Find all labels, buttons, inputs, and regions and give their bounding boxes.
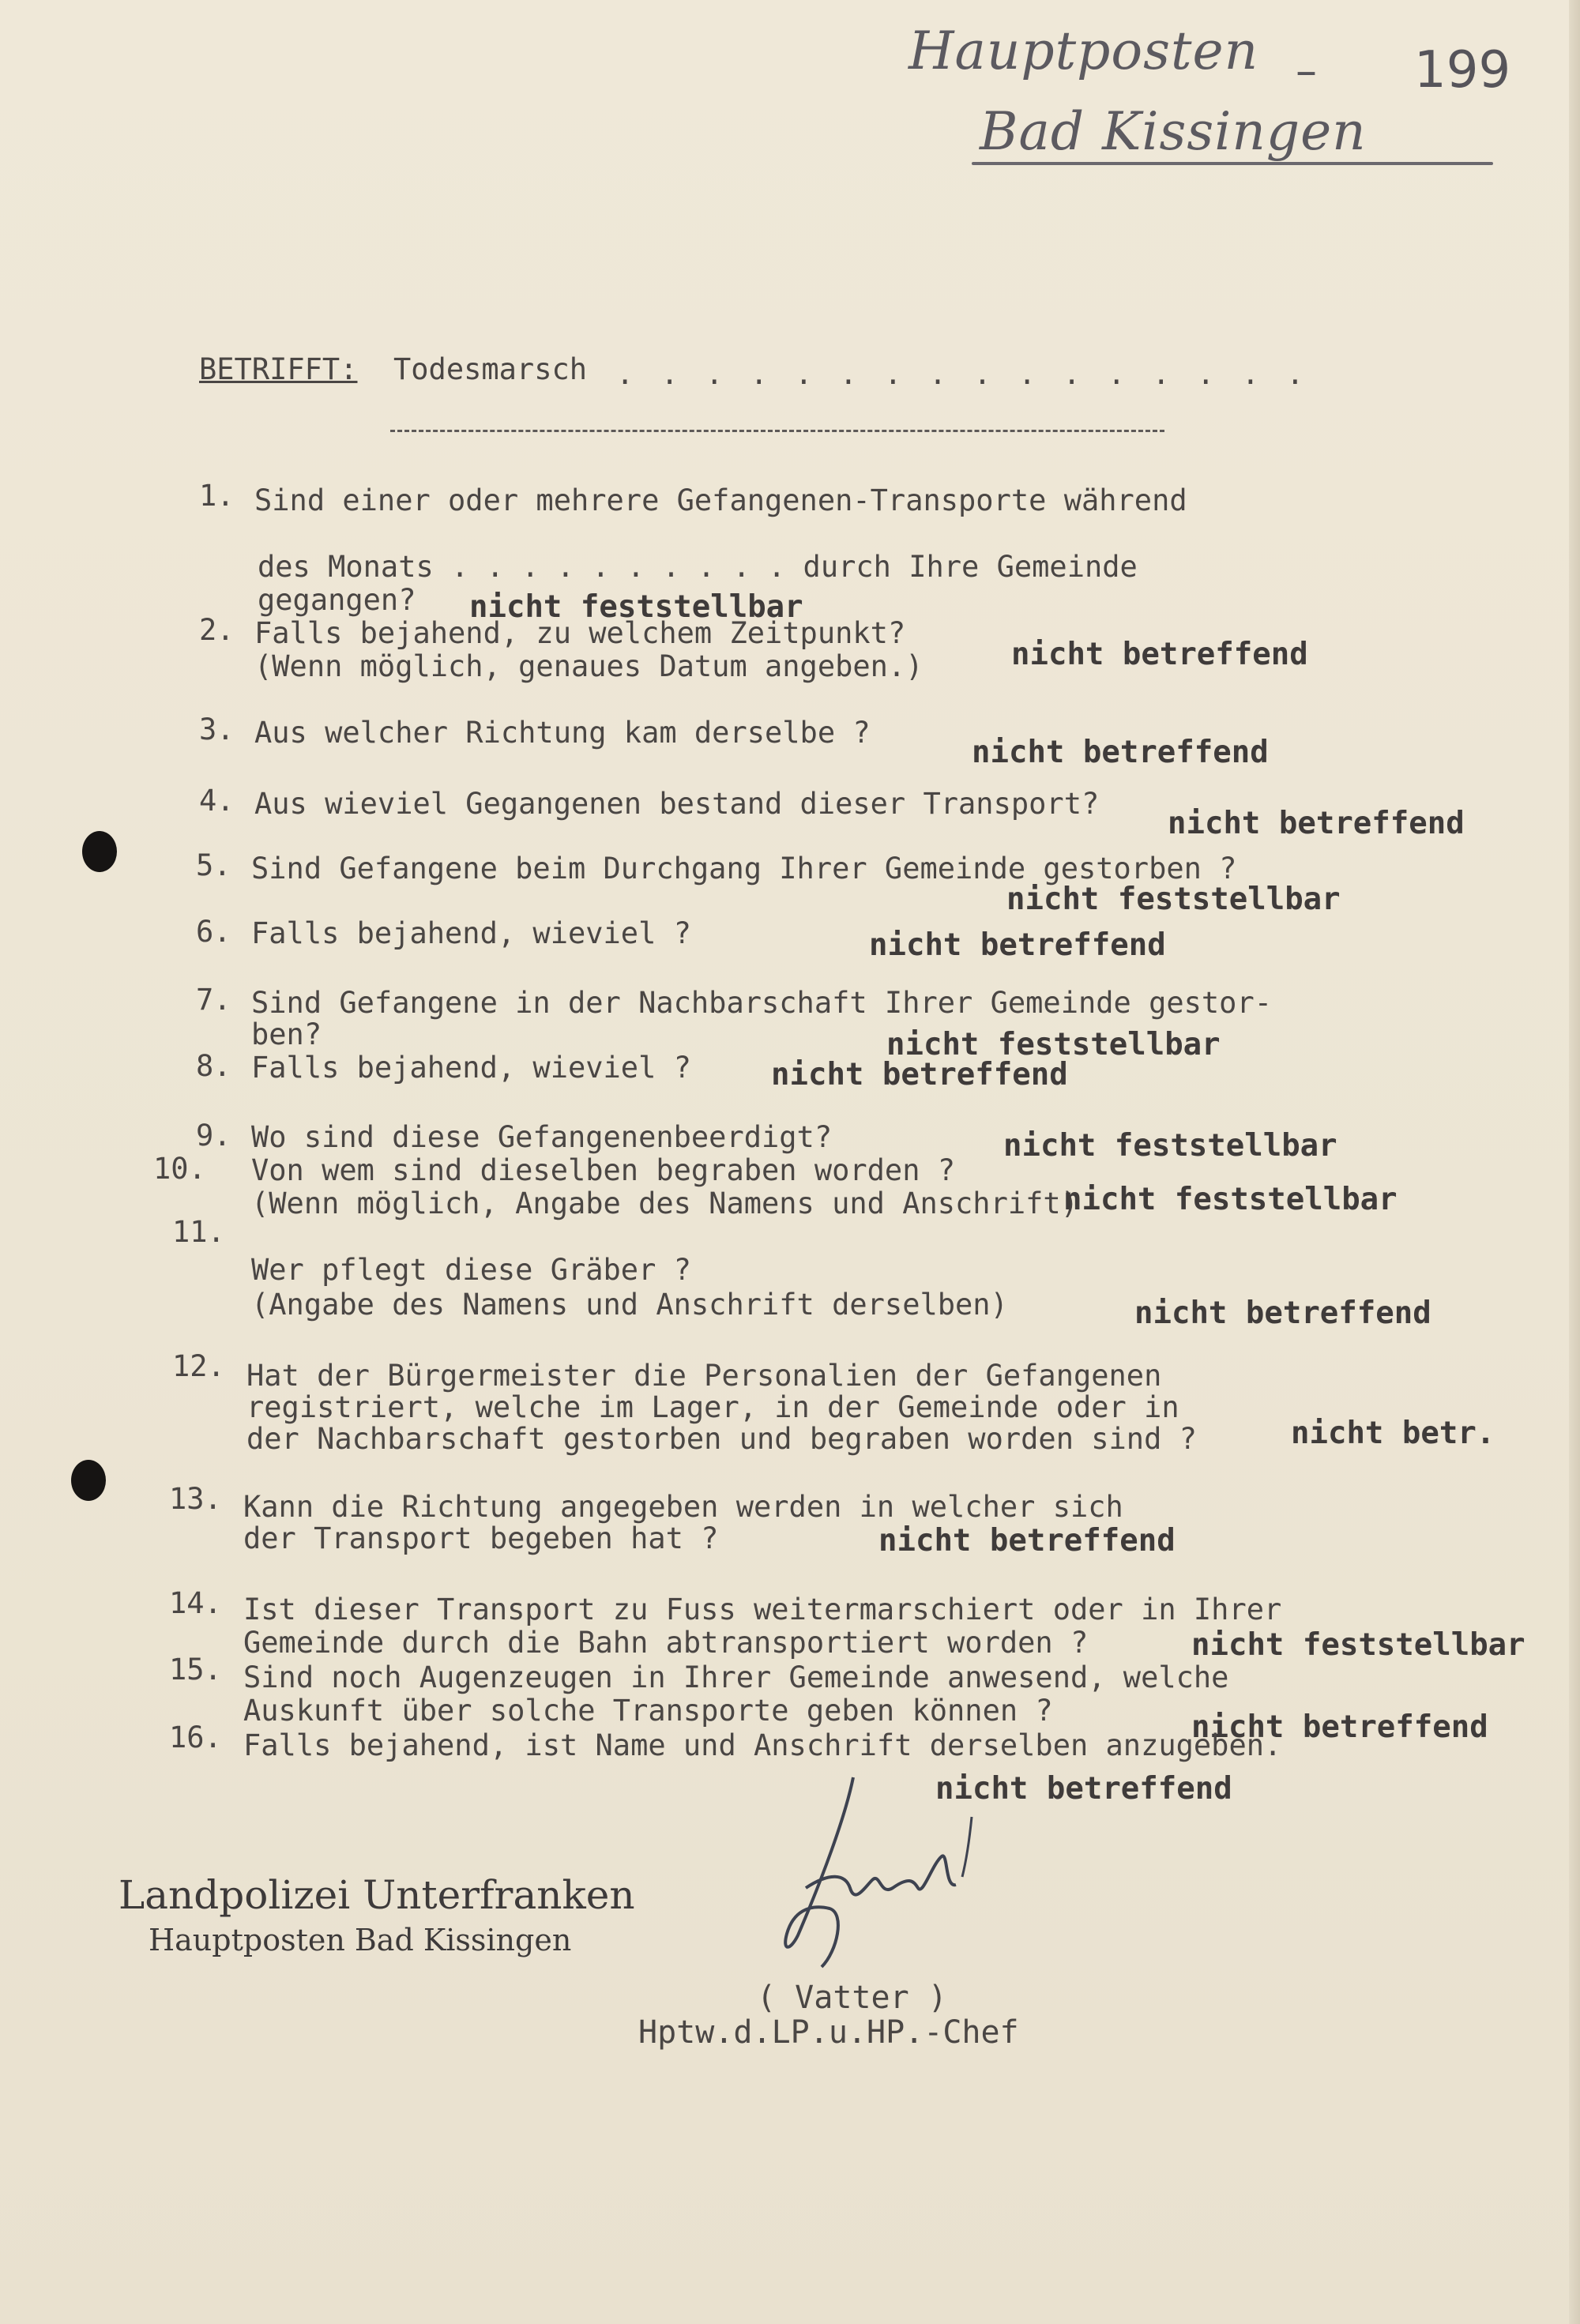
question-number: 12. bbox=[172, 1349, 225, 1383]
question-number: 10. bbox=[153, 1152, 206, 1186]
answer-text: nicht betreffend bbox=[869, 927, 1166, 963]
question-number: 8. bbox=[196, 1049, 231, 1083]
subject-value: Todesmarsch bbox=[393, 352, 588, 386]
header-dash: – bbox=[1296, 46, 1317, 96]
question-number: 14. bbox=[169, 1586, 222, 1620]
question-text: Ist dieser Transport zu Fuss weitermarschiert oder in Ihrer bbox=[243, 1593, 1282, 1626]
question-text: ben? bbox=[251, 1017, 322, 1051]
question-text: Gemeinde durch die Bahn abtransportiert worden ? bbox=[243, 1626, 1089, 1660]
answer-text: nicht betreffend bbox=[1011, 637, 1308, 672]
question-text: Kann die Richtung angegeben werden in welcher sich bbox=[243, 1490, 1123, 1524]
question-text: registriert, welche im Lager, in der Gemeinde oder in bbox=[246, 1390, 1179, 1424]
question-text: Falls bejahend, wieviel ? bbox=[251, 916, 691, 950]
question-text: Sind Gefangene in der Nachbarschaft Ihrer Gemeinde gestor- bbox=[251, 986, 1273, 1020]
question-text: Auskunft über solche Transporte geben können ? bbox=[243, 1694, 1053, 1728]
question-text: Falls bejahend, ist Name und Anschrift derselben anzugeben. bbox=[243, 1728, 1282, 1762]
answer-text: nicht betreffend bbox=[771, 1057, 1068, 1092]
subject-label: BETRIFFT: bbox=[199, 352, 358, 386]
question-text: (Wenn möglich, Angabe des Namens und Anschrift) bbox=[251, 1186, 1078, 1220]
question-text: Wo sind diese Gefangenenbeerdigt? bbox=[251, 1120, 833, 1154]
question-text: des Monats . . . . . . . . . . durch Ihre Gemeinde bbox=[258, 550, 1138, 584]
answer-text: nicht feststellbar bbox=[1063, 1182, 1398, 1217]
answer-text: nicht betreffend bbox=[935, 1771, 1232, 1807]
subject-dots: . . . . . . . . . . . . . . . . bbox=[616, 357, 1309, 391]
question-text: Aus welcher Richtung kam derselbe ? bbox=[254, 716, 871, 750]
question-text: Sind Gefangene beim Durchgang Ihrer Gemeinde gestorben ? bbox=[251, 852, 1237, 886]
question-text: Von wem sind dieselben begraben worden ? bbox=[251, 1153, 956, 1187]
answer-text: nicht betreffend bbox=[878, 1523, 1176, 1559]
question-number: 15. bbox=[169, 1653, 222, 1687]
answer-text: nicht betreffend bbox=[1168, 806, 1465, 841]
question-number: 5. bbox=[196, 848, 231, 882]
handwritten-underline bbox=[972, 162, 1493, 165]
question-text: (Angabe des Namens und Anschrift derselben) bbox=[251, 1288, 1008, 1322]
question-number: 16. bbox=[169, 1720, 222, 1754]
question-text: Hat der Bürgermeister die Personalien der Gefangenen bbox=[246, 1359, 1162, 1393]
signature-scribble bbox=[711, 1769, 1011, 1975]
answer-text: nicht feststellbar bbox=[886, 1027, 1221, 1062]
answer-text: nicht betr. bbox=[1291, 1416, 1495, 1451]
answer-text: nicht feststellbar bbox=[469, 589, 803, 625]
answer-text: nicht betreffend bbox=[972, 735, 1269, 770]
answer-text: nicht feststellbar bbox=[1006, 882, 1341, 917]
answer-text: nicht feststellbar bbox=[1003, 1128, 1337, 1164]
question-number: 4. bbox=[199, 784, 235, 818]
answer-text: nicht betreffend bbox=[1191, 1709, 1488, 1745]
stamp-line-2: Hauptposten Bad Kissingen bbox=[149, 1923, 572, 1957]
subject-rule bbox=[390, 430, 1164, 432]
signature-stroke bbox=[785, 1777, 853, 1967]
question-text: Falls bejahend, zu welchem Zeitpunkt? bbox=[254, 616, 906, 650]
question-number: 9. bbox=[196, 1119, 231, 1153]
question-text: Wer pflegt diese Gräber ? bbox=[251, 1253, 691, 1287]
question-text: gegangen? bbox=[258, 583, 416, 617]
signer-title: Hptw.d.LP.u.HP.-Chef bbox=[638, 2014, 1019, 2051]
handwritten-location: Bad Kissingen bbox=[980, 101, 1367, 162]
question-text: Aus wieviel Gegangenen bestand dieser Transport? bbox=[254, 787, 1100, 821]
question-text: der Nachbarschaft gestorben und begraben worden sind ? bbox=[246, 1422, 1197, 1456]
question-number: 6. bbox=[196, 915, 231, 949]
punch-hole-bottom bbox=[71, 1460, 106, 1501]
answer-text: nicht feststellbar bbox=[1191, 1627, 1525, 1663]
question-number: 13. bbox=[169, 1482, 222, 1516]
question-text: Sind einer oder mehrere Gefangenen-Transporte während bbox=[254, 483, 1187, 517]
question-number: 11. bbox=[172, 1215, 225, 1249]
question-text: (Wenn möglich, genaues Datum angeben.) bbox=[254, 649, 924, 683]
page-number: 199 bbox=[1414, 41, 1511, 100]
signature-stroke bbox=[962, 1817, 972, 1877]
question-number: 2. bbox=[199, 613, 235, 647]
punch-hole-top bbox=[82, 831, 117, 872]
stamp-line-1: Landpolizei Unterfranken bbox=[118, 1872, 635, 1918]
question-number: 1. bbox=[199, 479, 235, 513]
question-text: Falls bejahend, wieviel ? bbox=[251, 1051, 691, 1085]
question-number: 7. bbox=[196, 983, 231, 1017]
question-text: der Transport begeben hat ? bbox=[243, 1521, 719, 1555]
handwritten-office: Hauptposten bbox=[908, 21, 1259, 81]
signer-name: ( Vatter ) bbox=[757, 1980, 947, 2016]
question-number: 3. bbox=[199, 713, 235, 746]
page-edge bbox=[1569, 0, 1580, 2324]
answer-text: nicht betreffend bbox=[1134, 1295, 1431, 1331]
question-text: Sind noch Augenzeugen in Ihrer Gemeinde anwesend, welche bbox=[243, 1660, 1229, 1694]
